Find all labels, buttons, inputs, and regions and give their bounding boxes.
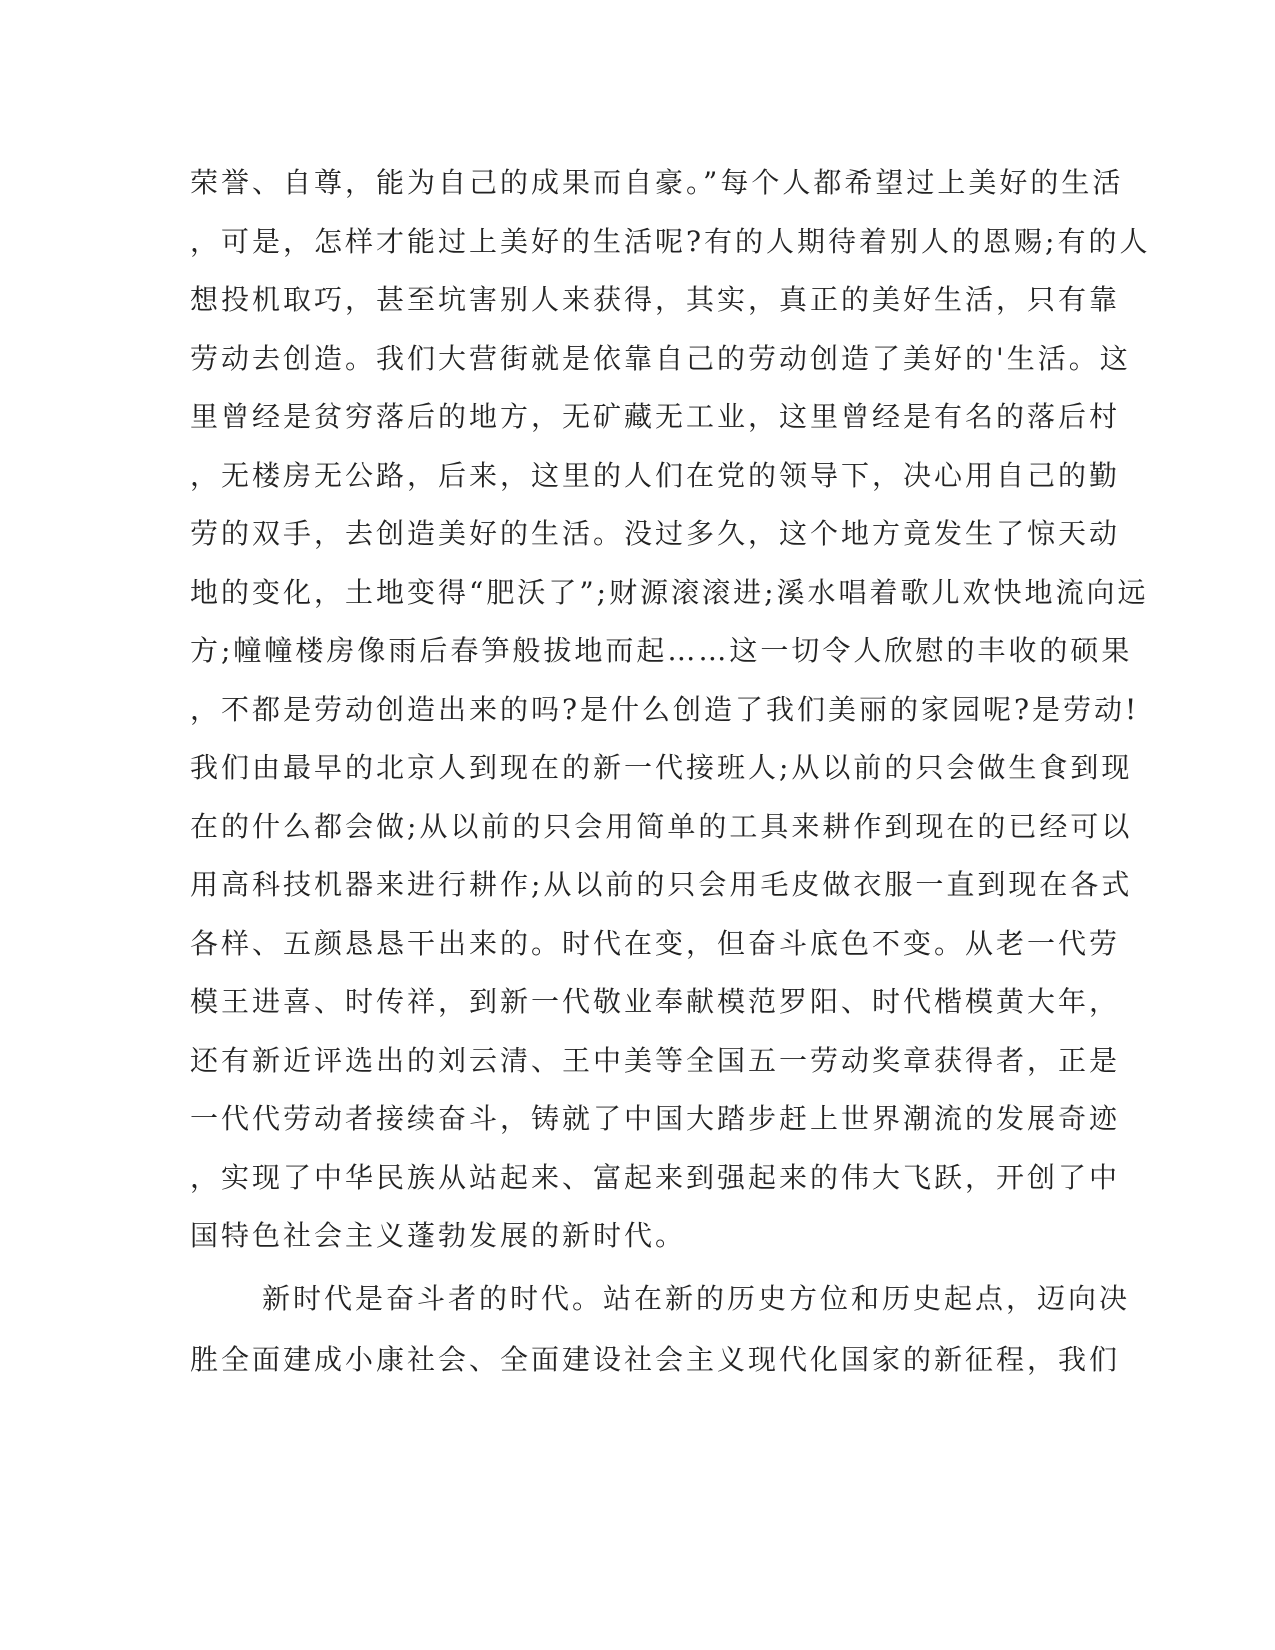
text-line: 一代代劳动者接续奋斗，铸就了中国大踏步赶上世界潮流的发展奇迹 bbox=[190, 1102, 1121, 1135]
text-line: 模王进喜、时传祥，到新一代敬业奉献模范罗阳、时代楷模黄大年， bbox=[190, 985, 1121, 1018]
text-line: 荣誉、自尊，能为自己的成果而自豪。”每个人都希望过上美好的生活 bbox=[190, 166, 1124, 199]
text-line: 胜全面建成小康社会、全面建设社会主义现代化国家的新征程，我们 bbox=[190, 1343, 1121, 1376]
text-line: 各样、五颜恳恳干出来的。时代在变，但奋斗底色不变。从老一代劳 bbox=[190, 927, 1121, 960]
text-line: 方;幢幢楼房像雨后春笋般拔地而起……这一切令人欣慰的丰收的硕果 bbox=[190, 634, 1133, 667]
text-line: 劳的双手，去创造美好的生活。没过多久，这个地方竟发生了惊天动 bbox=[190, 517, 1121, 550]
text-line: 里曾经是贫穷落后的地方，无矿藏无工业，这里曾经是有名的落后村 bbox=[190, 400, 1121, 433]
text-line: ，可是，怎样才能过上美好的生活呢?有的人期待着别人的恩赐;有的人 bbox=[190, 225, 1151, 258]
text-line: ，实现了中华民族从站起来、富起来到强起来的伟大飞跃，开创了中 bbox=[190, 1161, 1121, 1194]
text-line: 地的变化，土地变得“肥沃了”;财源滚滚进;溪水唱着歌儿欢快地流向远 bbox=[190, 576, 1149, 609]
text-line: 用高科技机器来进行耕作;从以前的只会用毛皮做衣服一直到现在各式 bbox=[190, 868, 1133, 901]
text-line: 还有新近评选出的刘云清、王中美等全国五一劳动奖章获得者，正是 bbox=[190, 1044, 1121, 1077]
paragraph-first-line: 新时代是奋斗者的时代。站在新的历史方位和历史起点，迈向决 bbox=[262, 1282, 1131, 1315]
text-line: 劳动去创造。我们大营街就是依靠自己的劳动创造了美好的'生活。这 bbox=[190, 342, 1131, 375]
text-line: 在的什么都会做;从以前的只会用简单的工具来耕作到现在的已经可以 bbox=[190, 810, 1133, 843]
text-line: ，不都是劳动创造出来的吗?是什么创造了我们美丽的家园呢?是劳动! bbox=[190, 693, 1140, 726]
text-line: 想投机取巧，甚至坑害别人来获得，其实，真正的美好生活，只有靠 bbox=[190, 283, 1121, 316]
text-line: ，无楼房无公路，后来，这里的人们在党的领导下，决心用自己的勤 bbox=[190, 459, 1121, 492]
text-line: 国特色社会主义蓬勃发展的新时代。 bbox=[190, 1219, 687, 1252]
text-line: 我们由最早的北京人到现在的新一代接班人;从以前的只会做生食到现 bbox=[190, 751, 1133, 784]
